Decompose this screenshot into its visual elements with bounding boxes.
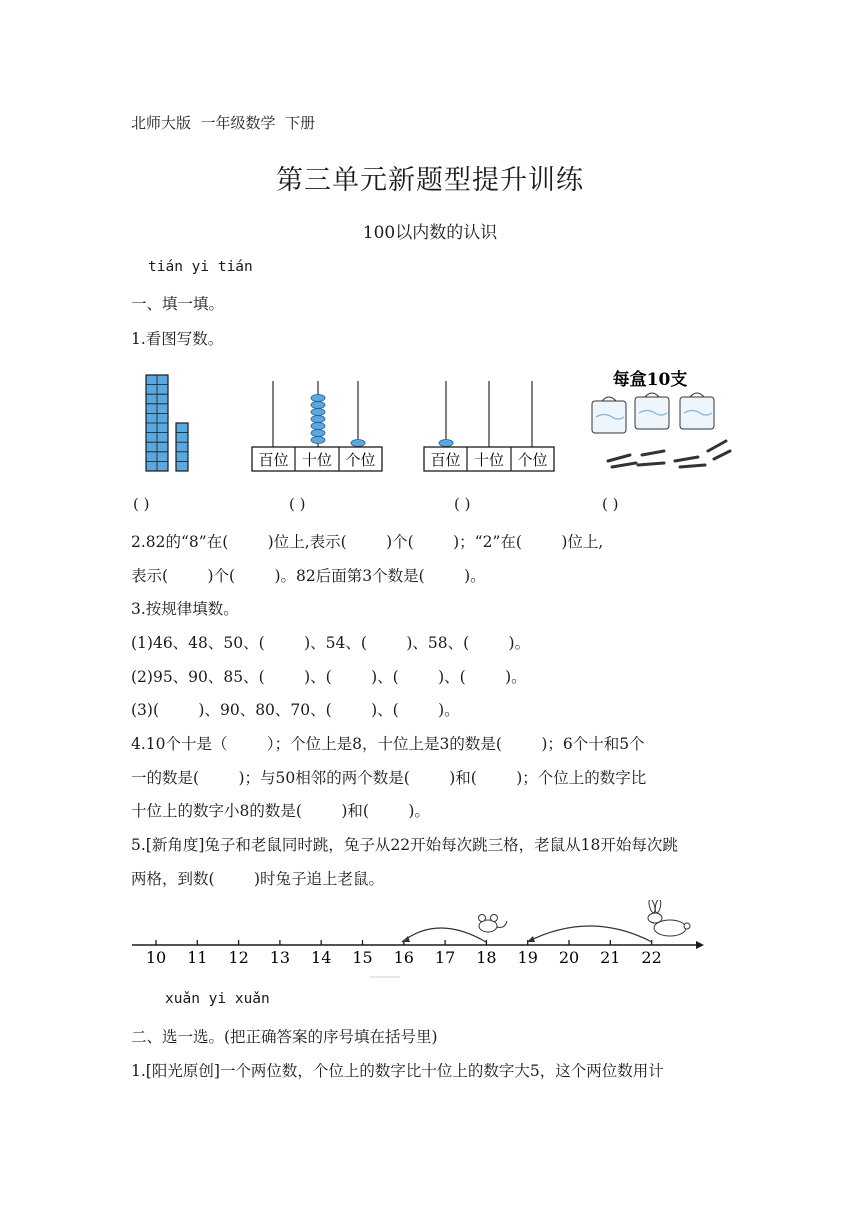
pinyin-tian-yi-tian: tián yi tián bbox=[148, 259, 253, 275]
number-line-label: 20 bbox=[558, 948, 580, 967]
question-5-line-2: 两格，到数( )时兔子追上老鼠。 bbox=[131, 870, 385, 888]
q1-answer-4[interactable]: ( ) bbox=[602, 495, 619, 513]
abacus-2-label-hundreds: 百位 bbox=[430, 451, 461, 469]
number-line-label: 15 bbox=[352, 948, 373, 967]
pencil-boxes-illustration bbox=[592, 369, 730, 467]
question-4-line-2: 一的数是( )；与50相邻的两个数是( )和( )；个位上的数字比 bbox=[131, 769, 647, 787]
number-line-label: 21 bbox=[600, 948, 621, 967]
mouse-jump-arc bbox=[402, 928, 486, 942]
rabbit-icon bbox=[648, 900, 690, 936]
box-caption: 每盒10支 bbox=[612, 370, 688, 390]
abacus-1-label-ones: 个位 bbox=[345, 451, 376, 469]
q1-answer-3[interactable]: ( ) bbox=[454, 495, 471, 513]
question-3-part-3: (3)( )、90、80、70、( )、( )。 bbox=[131, 701, 460, 719]
q1-answer-2[interactable]: ( ) bbox=[289, 495, 306, 513]
cube-ones-stack bbox=[176, 423, 188, 471]
abacus-1 bbox=[252, 381, 382, 471]
number-line-label: 12 bbox=[228, 948, 249, 967]
abacus-1-label-tens: 十位 bbox=[301, 451, 333, 469]
pinyin-xuan-yi-xuan: xuǎn yi xuǎn bbox=[165, 991, 270, 1007]
abacus-2-label-tens: 十位 bbox=[473, 451, 505, 469]
number-line-label: 14 bbox=[311, 948, 332, 967]
q1-answer-1[interactable]: ( ) bbox=[133, 495, 150, 513]
section-1-heading: 一、填一填。 bbox=[131, 295, 225, 313]
question-2-line-1: 2.82的“8”在( )位上,表示( )个( )；“2”在( )位上, bbox=[131, 533, 604, 551]
q1-figures bbox=[130, 365, 740, 480]
number-line bbox=[130, 900, 710, 980]
page-title: 第三单元新题型提升训练 bbox=[276, 165, 584, 196]
question-4-line-1: 4.10个十是（ ）；个位上是8，十位上是3的数是( )；6个十和5个 bbox=[131, 735, 645, 753]
question-4-line-3: 十位上的数字小8的数是( )和( )。 bbox=[131, 802, 430, 820]
number-line-label: 10 bbox=[145, 948, 167, 967]
number-line-label: 19 bbox=[517, 948, 538, 967]
question-3-part-2: (2)95、90、85、( )、( )、( )、( )。 bbox=[131, 668, 527, 686]
cube-tens-rod bbox=[146, 375, 168, 471]
abacus-2 bbox=[424, 381, 554, 471]
question-2-line-2: 表示( )个( )。82后面第3个数是( )。 bbox=[131, 567, 486, 585]
number-line-label: 16 bbox=[393, 948, 414, 967]
mouse-icon bbox=[479, 915, 508, 933]
page-subtitle: 100以内数的认识 bbox=[362, 223, 498, 243]
question-1: 1.看图写数。 bbox=[131, 330, 224, 348]
question-3: 3.按规律填数。 bbox=[131, 600, 239, 618]
section-2-heading: 二、选一选。(把正确答案的序号填在括号里) bbox=[131, 1028, 438, 1046]
book-header: 北师大版 一年级数学 下册 bbox=[131, 114, 316, 132]
number-line-label: 11 bbox=[187, 948, 208, 967]
abacus-1-label-hundreds: 百位 bbox=[258, 451, 289, 469]
question-3-part-1: (1)46、48、50、( )、54、( )、58、( )。 bbox=[131, 634, 531, 652]
abacus-2-label-ones: 个位 bbox=[517, 451, 548, 469]
number-line-label: 22 bbox=[641, 948, 662, 967]
section-2-question-1: 1.[阳光原创]一个两位数，个位上的数字比十位上的数字大5，这个两位数用计 bbox=[131, 1062, 664, 1080]
rabbit-jump-arc bbox=[527, 926, 652, 942]
number-line-label: 17 bbox=[434, 948, 456, 967]
number-line-label: 18 bbox=[476, 948, 497, 967]
question-5-line-1: 5.[新角度]兔子和老鼠同时跳，兔子从22开始每次跳三格，老鼠从18开始每次跳 bbox=[131, 836, 678, 854]
number-line-label: 13 bbox=[269, 948, 291, 967]
